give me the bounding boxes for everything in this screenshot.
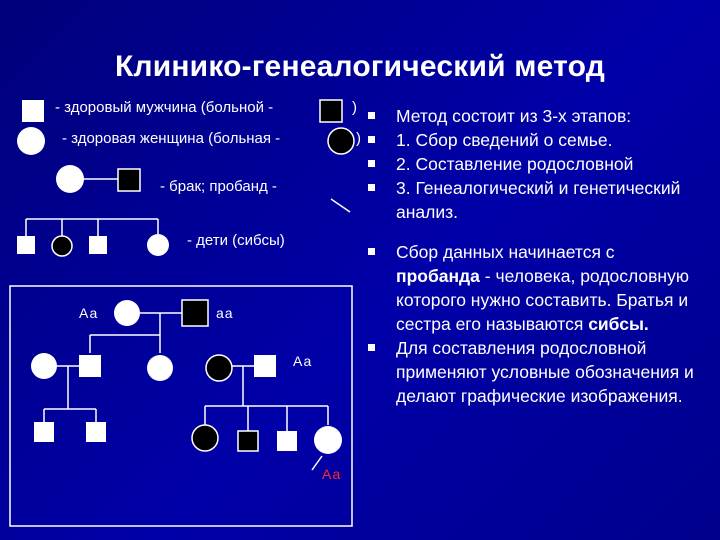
legend-marriage-proband-text: - брак; пробанд -	[160, 178, 277, 195]
legend-marriage-male	[118, 169, 140, 191]
legend-children-text: - дети (сибсы)	[187, 232, 285, 249]
bullet-marker-icon	[368, 112, 375, 119]
legend-marriage-female	[56, 165, 84, 193]
legend-healthy-male-symbol	[22, 100, 44, 122]
legend-affected-male-symbol	[320, 100, 342, 122]
legend-female-text: - здоровая женщина (больная -	[62, 130, 281, 147]
slide-title: Клинико-генеалогический метод	[114, 50, 606, 83]
gen1-affected-male	[182, 300, 208, 326]
gen3-proband-female	[314, 426, 342, 454]
legend-child-male	[17, 236, 35, 254]
legend-healthy-female-symbol	[17, 127, 45, 155]
bullet-marker-icon	[368, 136, 375, 143]
gen3-male	[277, 431, 297, 451]
gen2-male	[79, 355, 101, 377]
bullet-marker-icon	[368, 344, 375, 351]
bullet-marker-icon	[368, 160, 375, 167]
legend-child-male	[89, 236, 107, 254]
gen3-male	[34, 422, 54, 442]
gen1-female	[114, 300, 140, 326]
bullet-item: 1. Сбор сведений о семье.	[366, 128, 696, 152]
legend-male-text: - здоровый мужчина (больной -	[55, 99, 274, 116]
genotype-label: Аа	[79, 305, 99, 321]
bullet-item: Метод состоит из 3-х этапов:	[366, 104, 696, 128]
genotype-label: аа	[216, 305, 234, 321]
proband-genotype-label: Аа	[322, 466, 342, 482]
bullet-item: Для составления родословной применяют условные обозначения и делают графические изображения.	[366, 336, 696, 408]
bullet-item: Сбор данных начинается с пробанда - человека, родословную которого нужно составить. Братья и сестра его называются сибсы.	[366, 240, 696, 336]
gen2-female	[147, 355, 173, 381]
bullet-marker-icon	[368, 184, 375, 191]
gen2-spouse-female	[31, 353, 57, 379]
proband-term: пробанда	[396, 266, 480, 286]
gen2-affected-female	[206, 355, 232, 381]
bullet-marker-icon	[368, 248, 375, 255]
legend-proband-arrow	[331, 199, 350, 212]
gen2-spouse-male	[254, 355, 276, 377]
legend-child-female	[147, 234, 169, 256]
legend-child-affected-female	[52, 236, 72, 256]
proband-arrow	[312, 456, 322, 470]
genotype-label: Аа	[293, 353, 313, 369]
legend-close-paren: )	[356, 130, 361, 147]
legend-affected-female-symbol	[328, 128, 354, 154]
gen3-affected-male	[238, 431, 258, 451]
gen3-male	[86, 422, 106, 442]
bullet-item: 2. Составление родословной	[366, 152, 696, 176]
gen3-affected-female	[192, 425, 218, 451]
bullet-item: 3. Генеалогический и генетический анализ.	[366, 176, 696, 224]
sibs-term: сибсы.	[588, 314, 649, 334]
bullet-list	[366, 104, 696, 408]
legend-close-paren: )	[352, 99, 357, 116]
